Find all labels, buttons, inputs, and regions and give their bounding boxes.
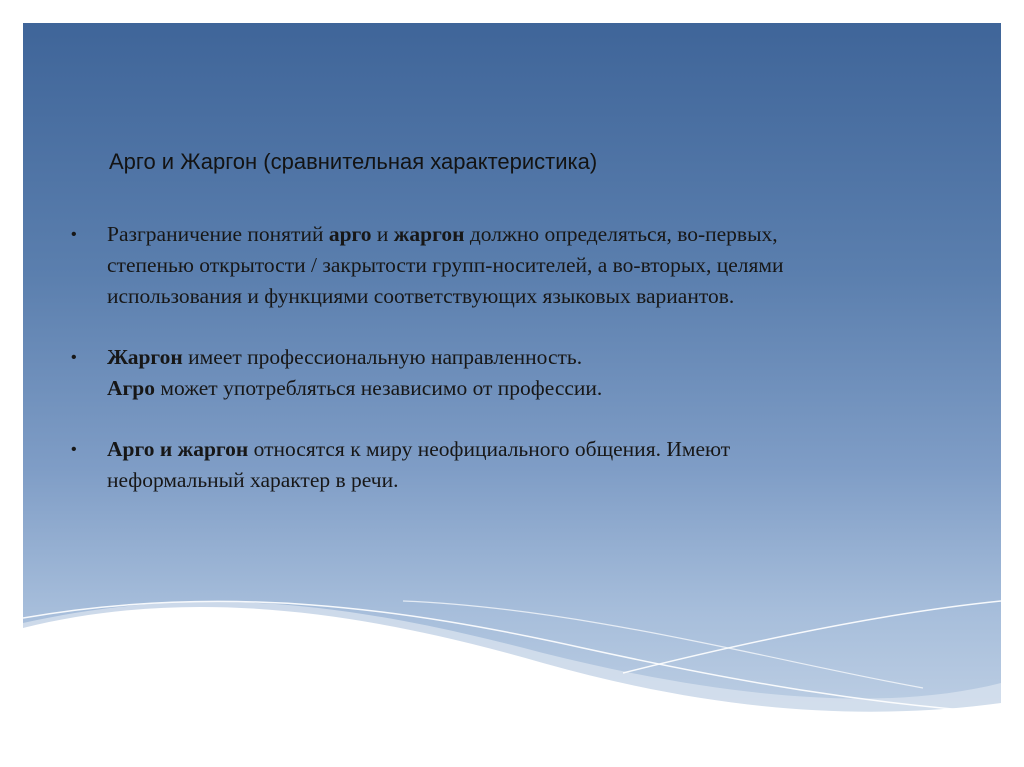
bold-term: Агро: [107, 376, 155, 400]
bullet-line: [107, 281, 967, 312]
text-run: может употребляться независимо от профессии.: [155, 376, 603, 400]
bullet-line: [107, 219, 967, 250]
text-run: и: [371, 222, 394, 246]
bold-term: жаргон: [393, 222, 465, 246]
text-run: неформальный характер в речи.: [107, 468, 399, 492]
bullet-line: [107, 250, 967, 281]
bold-term: Жаргон: [107, 345, 183, 369]
text-run: использования и функциями соответствующих языковых вариантов.: [107, 284, 735, 308]
text-run: должно определяться, во-первых,: [464, 222, 778, 246]
bold-term: арго: [328, 222, 372, 246]
bold-term: Арго и жаргон: [107, 437, 249, 461]
bullet-list: [67, 219, 967, 526]
bullet-dot: •: [71, 349, 77, 366]
bullet-dot: •: [71, 441, 77, 458]
bullet-line: [107, 373, 967, 404]
wave-line-2: [623, 601, 1001, 673]
slide: [23, 23, 1001, 743]
bullet-line: [107, 434, 967, 465]
bullet-dot: •: [71, 226, 77, 243]
slide-title: Арго и Жаргон (сравнительная характеристика): [109, 149, 598, 174]
bullet-item: [67, 219, 967, 312]
text-run: относятся к миру неофициального общения. Имеют: [248, 437, 731, 461]
bullet-line: [107, 342, 967, 373]
bullet-item: [67, 342, 967, 404]
text-run: имеет профессиональную направленность.: [182, 345, 583, 369]
bullet-item: [67, 434, 967, 496]
text-run: Разграничение понятий: [107, 222, 329, 246]
text-run: степенью открытости / закрытости групп-носителей, а во-вторых, целями: [107, 253, 784, 277]
bullet-line: [107, 465, 967, 496]
